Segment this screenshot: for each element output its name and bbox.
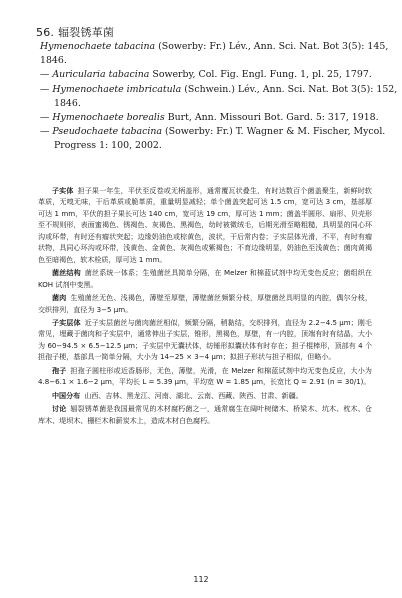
accepted-name-line bbox=[40, 40, 389, 54]
paragraph-label: 菌肉 bbox=[52, 293, 67, 303]
synonym-ref-continued: Progress 1: 100, 2002. bbox=[54, 140, 162, 152]
paragraph-label: 子实体 bbox=[52, 186, 74, 195]
synonym-name: Hymenochaete imbricatula bbox=[52, 83, 182, 95]
description-body bbox=[38, 185, 372, 426]
paragraph-text: 担子果一年生，平伏至反卷或无柄盖形，通常覆瓦状叠生，有时达数百个菌盖聚生，新鲜时软革质，无嗅无味，干后革质或脆革质，重量明显减轻；单个菌盖突起可达 1.5 cm，宽可达 3 cm，基部厚可达 1 mm，平伏的担子果长可达 140 cm，宽可达 19 cm，厚可达 1 mm；菌盖半圆形、扇形、贝壳形至不规则形，表面蜜褐色、锈褐色、灰褐色、黑褐色，幼时被微绒毛，后期光滑至略粗糙，具明显的同心环沟或环带，有时还有瘤状突起；边缘奶油色或棕黄色，波状，干后常内卷；子实层体光滑，不平，有时有瘤状物，具同心环沟或环带，浅黄色、金黄色、灰褐色或紫褐色；不育边缘明显，奶油色至浅黄色；菌肉黄褐色至暗褐色，软木栓质，厚可达 1 mm。 bbox=[38, 186, 372, 264]
synonym-name: Hymenochaete borealis bbox=[52, 112, 165, 124]
species-number: 56. bbox=[36, 26, 55, 39]
synonym-line bbox=[40, 111, 379, 125]
synonym-dash: — bbox=[40, 126, 50, 138]
paragraph-fruiting-body bbox=[38, 185, 372, 265]
paragraph-text: 山西、吉林、黑龙江、河南、湖北、云南、西藏、陕西、甘肃、新疆。 bbox=[84, 390, 303, 400]
species-heading bbox=[36, 24, 114, 40]
synonym-name: Pseudochaete tabacina bbox=[52, 126, 163, 138]
synonym-dash: — bbox=[40, 69, 50, 81]
paragraph-spores bbox=[38, 365, 372, 388]
paragraph-text: 菌丝系统一体系；生殖菌丝具简单分隔，在 Melzer 和棉蓝试剂中均无变色反应；菌组织在 KOH 试剂中变黑。 bbox=[38, 268, 372, 289]
paragraph-text: 担孢子圆柱形或近香肠形，无色，薄壁，光滑，在 Melzer 和棉蓝试剂中均无变色反应，大小为 4.8−6.1 × 1.6−2 µm，平均长 L = 5.39 µm，平均宽 W = 1.85 µm，长宽比 Q = 2.91 (n = 30/1)。 bbox=[38, 365, 372, 387]
accepted-name: Hymenochaete tabacina bbox=[40, 41, 156, 52]
synonym-ref: Sowerby, Col. Fig. Engl. Fung. 1, pl. 25, 1797. bbox=[152, 69, 372, 81]
paragraph-label: 中国分布 bbox=[52, 390, 81, 400]
paragraph-label: 孢子 bbox=[52, 365, 67, 375]
species-chinese-name: 辐裂锈革菌 bbox=[58, 26, 115, 39]
paragraph-label: 菌丝结构 bbox=[52, 268, 81, 278]
paragraph-text: 生殖菌丝无色、浅褐色，薄壁至厚壁，薄壁菌丝频繁分枝，厚壁菌丝具明显的内腔，偶尔分枝，交织排列，直径为 3−5 µm。 bbox=[38, 293, 372, 314]
paragraph-label: 子实层体 bbox=[52, 317, 81, 327]
paragraph-context bbox=[38, 292, 372, 315]
accepted-year: 1846. bbox=[40, 55, 67, 67]
synonym-ref: (Sowerby: Fr.) T. Wagner & M. Fischer, Mycol. bbox=[165, 126, 386, 138]
synonym-line bbox=[40, 125, 386, 139]
synonym-ref: (Schwein.) Lév., Ann. Sci. Nat. Bot 3(5): 152, bbox=[184, 83, 398, 95]
synonym-ref-continued: 1846. bbox=[54, 97, 81, 109]
paragraph-hyphal-structure bbox=[38, 267, 372, 290]
synonym-name: Auricularia tabacina bbox=[52, 69, 150, 81]
synonym-dash: — bbox=[40, 83, 50, 95]
paragraph-text: 辐裂锈革菌是我国最常见的木材腐朽菌之一，通常腐生在阔叶树储木、桥梁木、坑木、枕木、仓库木、堤坝木、栅栏木和薪炭木上，造成木材白色腐朽。 bbox=[38, 404, 372, 425]
synonym-dash: — bbox=[40, 112, 50, 124]
page-number: 112 bbox=[193, 575, 209, 584]
paragraph-label: 讨论 bbox=[52, 404, 67, 414]
synonym-line bbox=[40, 83, 398, 97]
synonym-ref: Burt, Ann. Missouri Bot. Gard. 5: 317, 1918. bbox=[167, 112, 379, 124]
synonym-line bbox=[40, 68, 370, 82]
paragraph-text: 近子实层菌丝与菌肉菌丝相似，频繁分隔，稍黏结，交织排列，直径为 2.2−4.5 µm；刚毛常见，埋藏于菌肉和子实层中，通常伸出子实层，锥形，黑褐色，厚壁，有一内腔，顶端有时有结晶，大小为 60−94.5 × 6.5−12.5 µm；子实层中无囊状体，纺锤形拟囊状体有时存在；担子棍棒形，顶部有 4 个担孢子梗，基部具一简单分隔，大小为 14−25 × 3−4 µm；拟担子形状与担子相似，但略小。 bbox=[38, 317, 372, 362]
accepted-authority: (Sowerby: Fr.) Lév., Ann. Sci. Nat. Bot 3(5): 145, bbox=[158, 41, 389, 52]
synonym-block bbox=[40, 40, 398, 154]
paragraph-hymenophore bbox=[38, 317, 372, 363]
paragraph-distribution bbox=[38, 390, 372, 401]
paragraph-discussion bbox=[38, 403, 372, 426]
